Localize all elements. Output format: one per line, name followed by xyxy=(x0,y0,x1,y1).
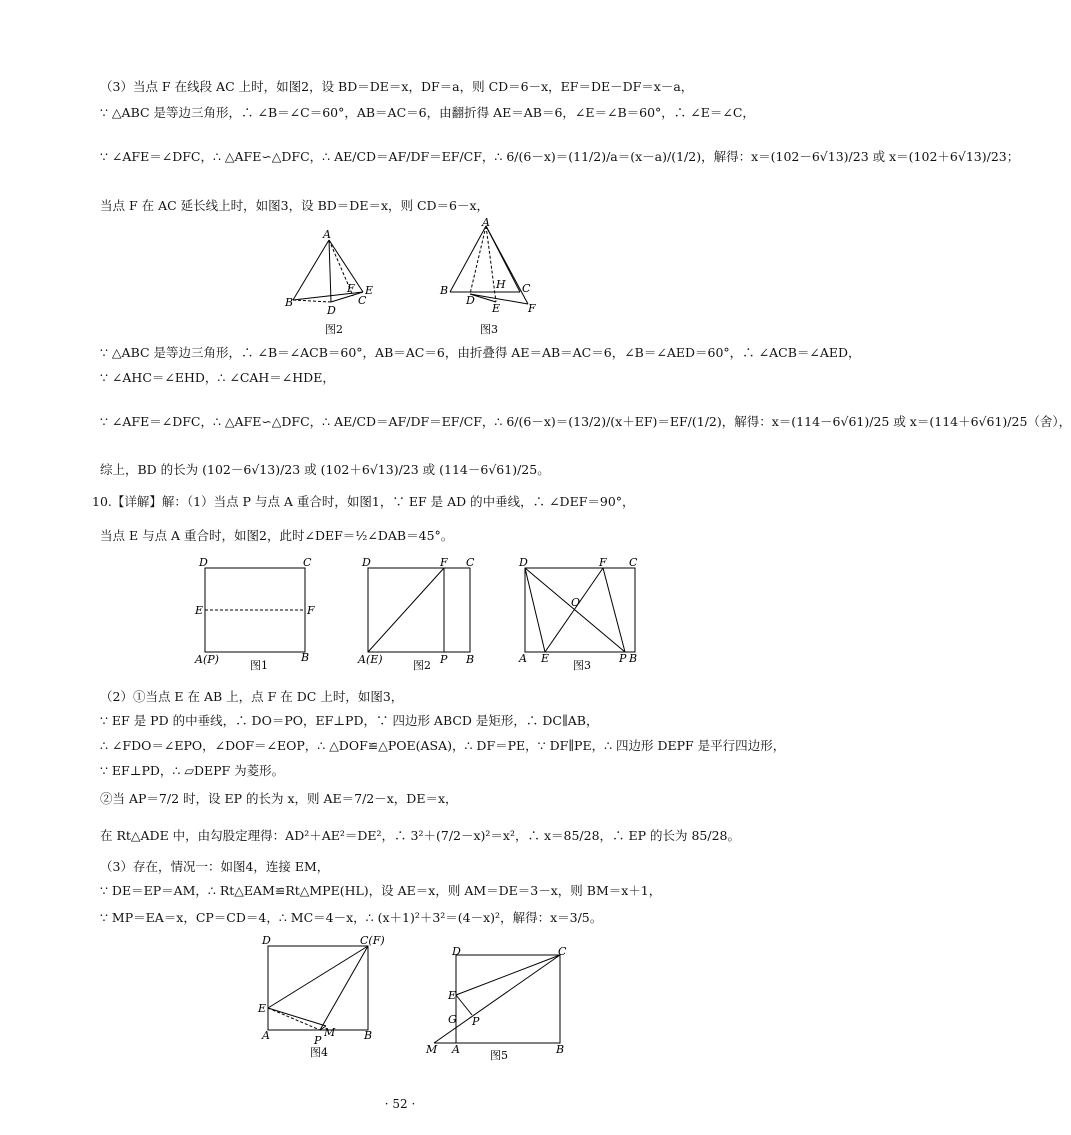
label-E: E xyxy=(195,604,204,617)
label-B: B xyxy=(466,653,475,666)
label-B: B xyxy=(629,652,638,665)
label-E: E xyxy=(541,652,550,665)
label-A: A xyxy=(262,1029,270,1042)
figure-rect-3 xyxy=(515,556,645,671)
label-P: P xyxy=(314,1034,322,1047)
label-C: C xyxy=(466,556,475,569)
figure-3-triangle xyxy=(440,218,550,338)
text-line: ②当 AP＝7/2 时，设 EP 的长为 x，则 AE＝7/2－x，DE＝x， xyxy=(100,791,458,806)
caption-fig2: 图2 xyxy=(325,323,343,336)
text-line: ∵ ∠AHC＝∠EHD，∴ ∠CAH＝∠HDE， xyxy=(100,370,335,385)
label-A: A xyxy=(482,216,490,229)
label-A: A xyxy=(323,228,331,241)
label-D: D xyxy=(362,556,371,569)
text-line: 10.【详解】解：（1）当点 P 与点 A 重合时，如图1，∵ EF 是 AD 的中垂线，∴ ∠DEF＝90°， xyxy=(92,494,635,509)
text-line: ∵ ∠AFE＝∠DFC，∴ △AFE∽△DFC，∴ AE/CD＝AF/DF＝EF/CF，∴ 6/(6－x)＝(11/2)/a＝(x－a)/(1/2)，解得：x＝(102－6√13)/23 或 x＝(102＋6√13)/23； xyxy=(100,149,1020,164)
text-line: （3）存在，情况一：如图4，连接 EM， xyxy=(100,859,330,874)
label-D: D xyxy=(466,294,475,307)
text-line: ∵ EF 是 PD 的中垂线，∴ DO＝PO，EF⊥PD，∵ 四边形 ABCD 是矩形，∴ DC∥AB， xyxy=(100,713,599,728)
text-line: 当点 F 在 AC 延长线上时，如图3，设 BD＝DE＝x，则 CD＝6－x， xyxy=(100,198,490,213)
figure-4 xyxy=(254,934,394,1064)
text-line: ∴ ∠FDO＝∠EPO，∠DOF＝∠EOP，∴ △DOF≌△POE(ASA)，∴ DF＝PE，∵ DF∥PE，∴ 四边形 DEPF 是平行四边形， xyxy=(100,738,786,753)
label-A: A xyxy=(452,1043,460,1056)
caption-fig3: 图3 xyxy=(480,323,498,336)
label-F: F xyxy=(599,556,607,569)
text-line: 综上，BD 的长为 (102－6√13)/23 或 (102＋6√13)/23 或 (114－6√61)/25。 xyxy=(100,462,550,477)
label-CF: C(F) xyxy=(360,934,385,947)
label-D: D xyxy=(519,556,528,569)
figure-5 xyxy=(420,945,580,1065)
label-F: F xyxy=(528,302,536,315)
figure-rect-2 xyxy=(358,556,488,671)
label-C: C xyxy=(358,294,367,307)
label-M: M xyxy=(324,1026,336,1039)
label-M: M xyxy=(426,1043,438,1056)
label-B: B xyxy=(285,296,294,309)
page-number: · 52 · xyxy=(384,1097,416,1111)
label-AE: A(E) xyxy=(358,653,383,666)
text-line: ∵ △ABC 是等边三角形，∴ ∠B＝∠ACB＝60°，AB＝AC＝6，由折叠得 AE＝AB＝AC＝6，∠B＝∠AED＝60°，∴ ∠ACB＝∠AED， xyxy=(100,345,861,360)
label-A: A xyxy=(519,652,527,665)
label-C: C xyxy=(558,945,567,958)
caption-fig5: 图5 xyxy=(490,1049,508,1062)
label-D: D xyxy=(262,934,271,947)
caption-fig4: 图4 xyxy=(310,1046,328,1059)
label-P: P xyxy=(440,653,448,666)
label-E: E xyxy=(365,284,374,297)
text-line: 当点 E 与点 A 重合时，如图2，此时∠DEF＝½∠DAB＝45°。 xyxy=(100,528,454,543)
caption-fig-r1: 图1 xyxy=(250,659,268,672)
label-D: D xyxy=(452,945,461,958)
label-B: B xyxy=(440,284,449,297)
text-line: （3）当点 F 在线段 AC 上时，如图2，设 BD＝DE＝x，DF＝a，则 CD＝6－x，EF＝DE－DF＝x－a， xyxy=(100,79,694,94)
label-E: E xyxy=(258,1002,267,1015)
caption-fig-r2: 图2 xyxy=(413,659,431,672)
label-C: C xyxy=(629,556,638,569)
figure-2-triangle xyxy=(285,228,405,338)
label-D: D xyxy=(199,556,208,569)
label-C: C xyxy=(303,556,312,569)
label-C: C xyxy=(522,282,531,295)
text-line: （2）①当点 E 在 AB 上，点 F 在 DC 上时，如图3， xyxy=(100,689,404,704)
label-P: P xyxy=(619,652,627,665)
label-F: F xyxy=(440,556,448,569)
label-B: B xyxy=(556,1043,565,1056)
text-line: 在 Rt△ADE 中，由勾股定理得：AD²＋AE²＝DE²，∴ 3²＋(7/2－x)²＝x²，∴ x＝85/28，∴ EP 的长为 85/28。 xyxy=(100,828,741,843)
label-D: D xyxy=(327,304,336,317)
text-line: ∵ ∠AFE＝∠DFC，∴ △AFE∽△DFC，∴ AE/CD＝AF/DF＝EF/CF，∴ 6/(6－x)＝(13/2)/(x＋EF)＝EF/(1/2)，解得：x＝(114－6√61)/25 或 x＝(114＋6√61)/25（舍）， xyxy=(100,414,1071,429)
label-AP: A(P) xyxy=(195,653,219,666)
label-H: H xyxy=(496,278,506,291)
text-line: ∵ MP＝EA＝x，CP＝CD＝4，∴ MC＝4－x，∴ (x＋1)²＋3²＝(4－x)²，解得：x＝3/5。 xyxy=(100,910,603,925)
label-O: O xyxy=(571,596,581,609)
figure-rect-1 xyxy=(195,556,325,671)
label-E: E xyxy=(448,989,457,1002)
label-E: E xyxy=(492,302,501,315)
text-line: ∵ DE＝EP＝AM，∴ Rt△EAM≌Rt△MPE(HL)，设 AE＝x，则 AM＝DE＝3－x，则 BM＝x＋1， xyxy=(100,883,662,898)
label-B: B xyxy=(301,651,310,664)
label-P: P xyxy=(472,1015,480,1028)
text-line: ∵ △ABC 是等边三角形，∴ ∠B＝∠C＝60°，AB＝AC＝6，由翻折得 AE＝AB＝6，∠E＝∠B＝60°，∴ ∠E＝∠C， xyxy=(100,105,755,120)
label-F: F xyxy=(347,282,355,295)
label-G: G xyxy=(448,1013,457,1026)
label-F: F xyxy=(307,604,315,617)
label-B: B xyxy=(364,1029,373,1042)
text-line: ∵ EF⊥PD，∴ ▱DEPF 为菱形。 xyxy=(100,763,285,778)
caption-fig-r3: 图3 xyxy=(573,659,591,672)
